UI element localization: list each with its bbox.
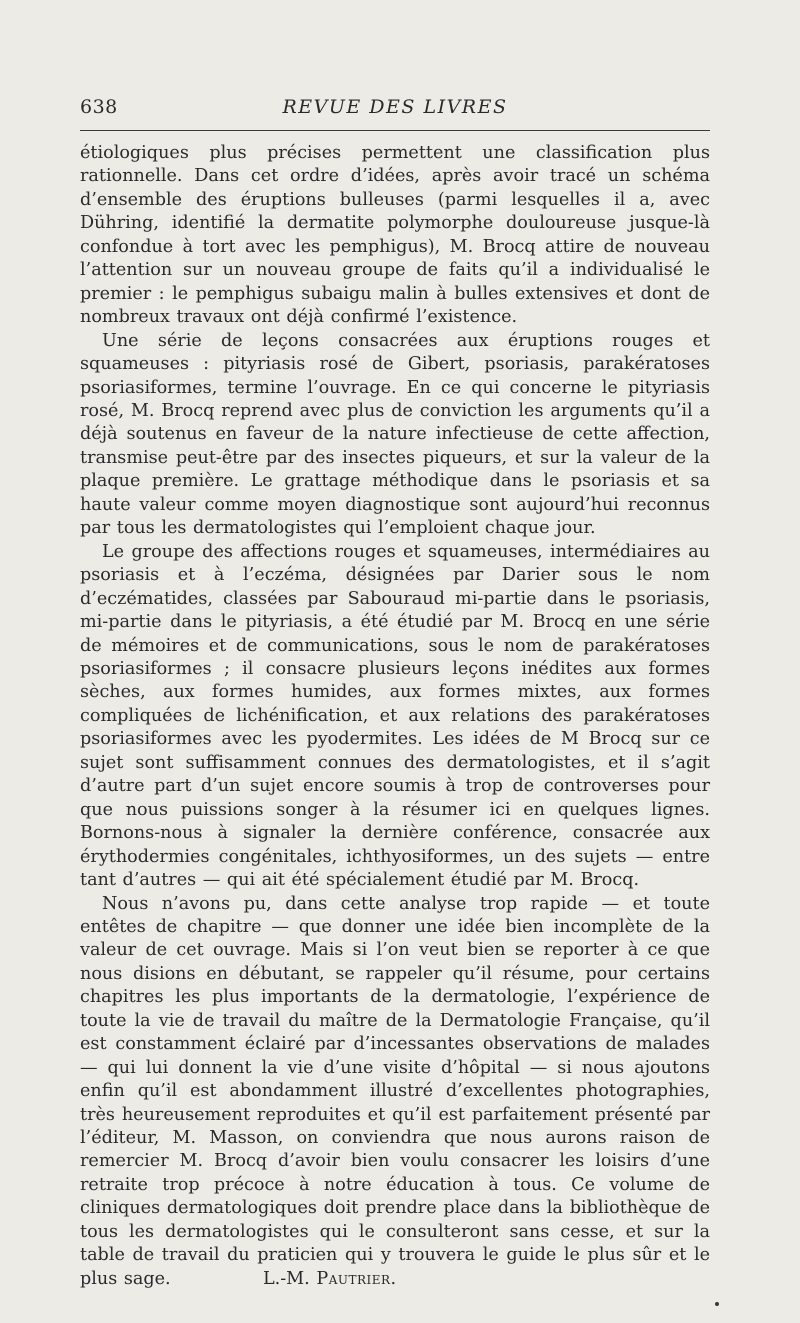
header-rule (80, 130, 710, 131)
paragraph-4 (80, 893, 710, 1292)
paragraph-4-text: Nous n’avons pu, dans cette analyse trop rapide — et toute entêtes de chapitre — que donner une idée bien incomplète de la valeur de cet ouvrage. Mais si l’on veut bien se reporter à ce que nous disions en débutant, se rappeler qu’il résume, pour certains chapitres les plus importants de la dermatologie, l’expérience de toute la vie de travail du maître de la Dermatologie Française, qu’il est constamment éclairé par d’incessantes observations de malades — qui lui donnent la vie d’une visite d’hôpital — si nous ajoutons enfin qu’il est abondamment illustré d’excellentes photographies, très heureusement reproduites et qu’il est parfaitement présenté par l’éditeur, M. Masson, on conviendra que nous aurons raison de remercier M. Brocq d’avoir bien voulu consacrer les loisirs d’une retraite trop précoce à notre éducation à tous. Ce volume de cliniques dermatologiques doit prendre place dans la bibliothèque de tous les dermatologistes qui le consulteront sans cesse, et sur la table de travail du praticien qui y trouvera le guide le plus sûr et le plus sage. (80, 893, 710, 1289)
article-body (80, 142, 710, 1291)
page-mark (715, 1302, 719, 1306)
page-number: 638 (80, 96, 118, 118)
running-title: REVUE DES LIVRES (282, 96, 508, 118)
signature-initials: L.-M. (262, 1268, 310, 1289)
paragraph-2: Une série de leçons consacrées aux éruptions rouges et squameuses : pityriasis rosé de Gibert, psoriasis, parakératoses psoriasiformes, termine l’ouvrage. En ce qui concerne le pityriasis rosé, M. Brocq reprend avec plus de conviction les arguments qu’il a déjà soutenus en faveur de la nature infectieuse de cette affection, transmise peut-être par des insectes piqueurs, et sur la valeur de la plaque première. Le grattage méthodique dans le psoriasis et sa haute valeur comme moyen diagnostique sont aujourd’hui reconnus par tous les dermatologistes qui l’emploient chaque jour. (80, 330, 710, 539)
paragraph-1: étiologiques plus précises permettent une classification plus rationnelle. Dans cet ordre d’idées, après avoir tracé un schéma d’ensemble des éruptions bulleuses (parmi lesquelles il a, avec Dühring, identifié la dermatite polymorphe douloureuse jusque-là confondue à tort avec les pemphigus), M. Brocq attire de nouveau l’attention sur un nouveau groupe de faits qu’il a individualisé le premier : le pemphigus subaigu malin à bulles extensives et dont de nombreux travaux ont déjà confirmé l’existence. (80, 143, 710, 328)
author-signature (263, 1269, 397, 1289)
paragraph-3: Le groupe des affections rouges et squameuses, intermédiaires au psoriasis et à l’eczéma, désignées par Darier sous le nom d’eczématides, classées par Sabouraud mi-partie dans le psoriasis, mi-partie dans le pityriasis, a été étudié par M. Brocq en une série de mémoires et de communications, sous le nom de parakératoses psoriasiformes ; il consacre plusieurs leçons inédites aux formes sèches, aux formes humides, aux formes mixtes, aux formes compliquées de lichénification, et aux relations des parakératoses psoriasiformes avec les pyodermites. Les idées de M Brocq sur ce sujet sont suffisamment connues des dermatologistes, et il s’agit d’autre part d’un sujet encore soumis à trop de controverses pour que nous puissions songer à la résumer ici en quelques lignes. Bornons-nous à signaler la dernière conférence, consacrée aux érythodermies congénitales, ichthyosiformes, un des sujets — entre tant d’autres — qui ait été spécialement étudié par M. Brocq. (80, 541, 710, 891)
signature-surname: Pautrier. (316, 1268, 397, 1289)
page-header (80, 96, 710, 126)
